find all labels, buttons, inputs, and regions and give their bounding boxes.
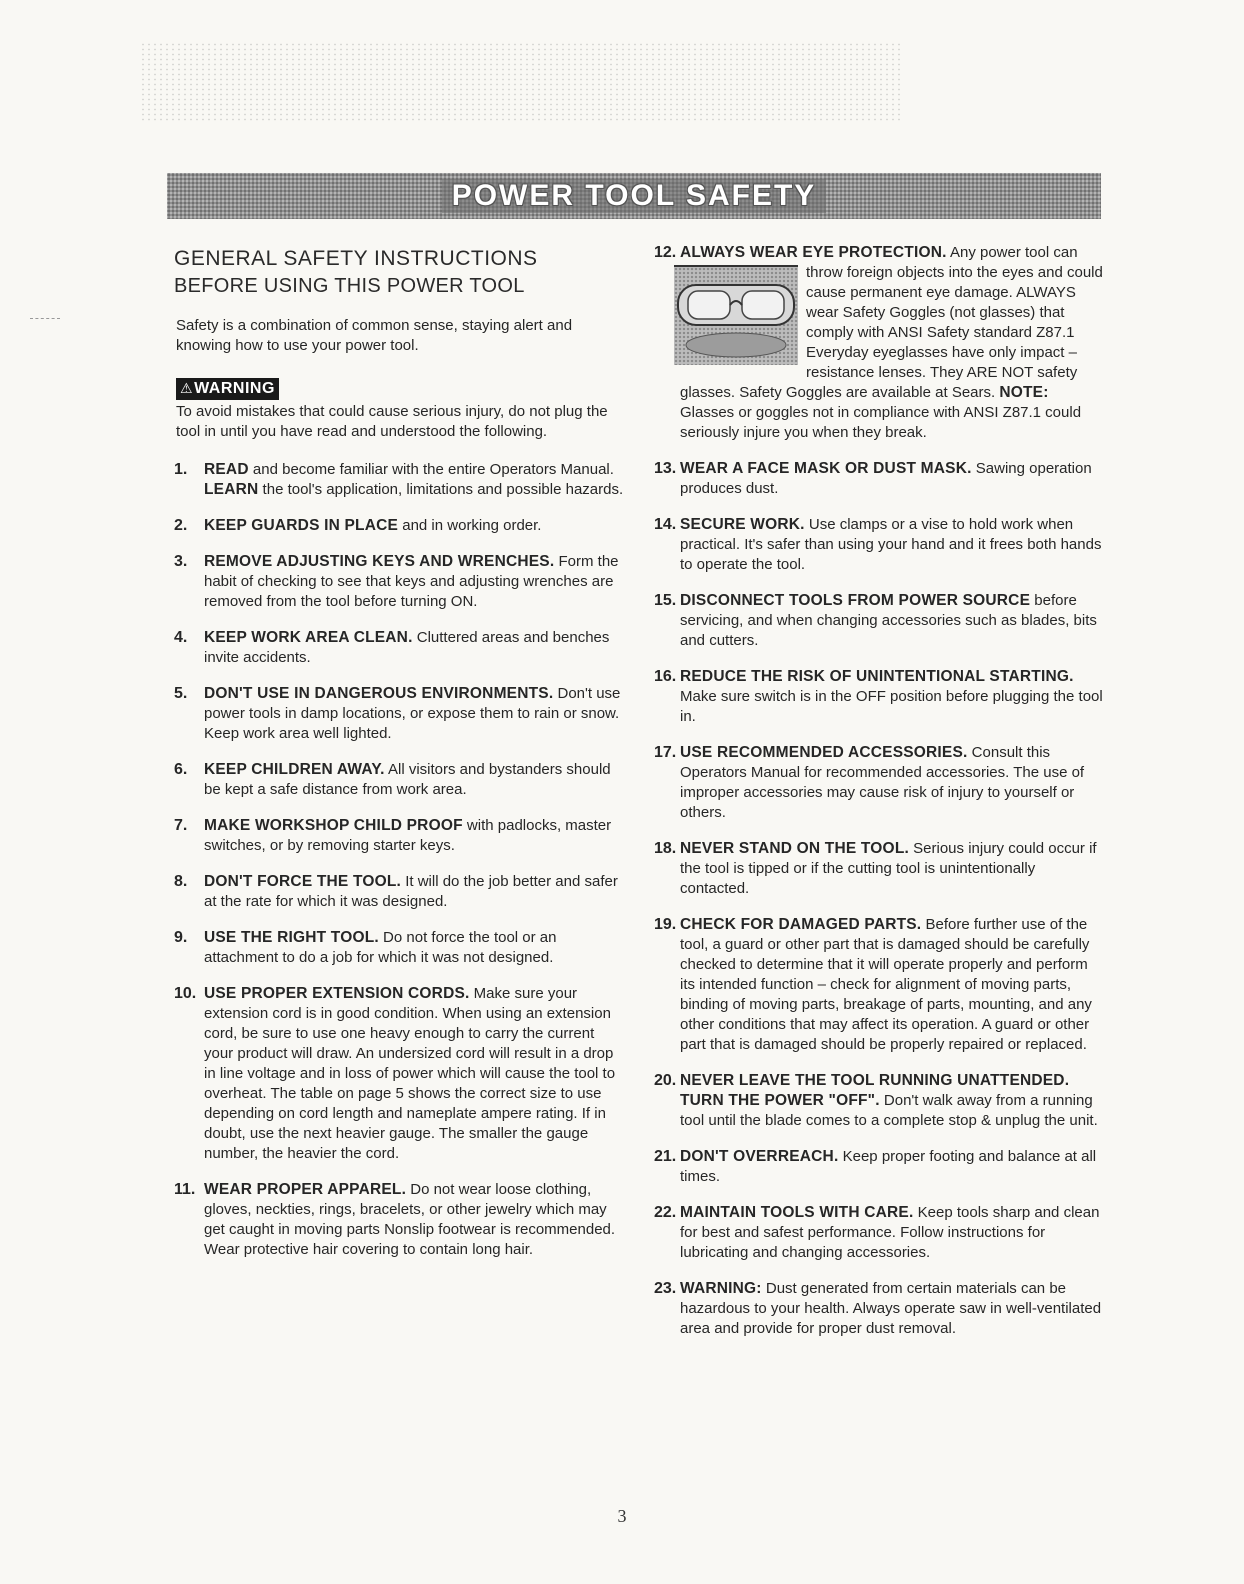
item-body: It will do the job better and safer at the rate for which it was designed. — [204, 873, 618, 910]
item-number: 1. — [174, 461, 188, 478]
list-item — [654, 459, 1104, 499]
item-title: KEEP GUARDS IN PLACE — [204, 517, 399, 534]
note-text: Glasses or goggles not in compliance with ANSI Z87.1 could seriously injure you when they break. — [680, 404, 1082, 441]
item-body-continued: could cause permanent eye damage. ALWAYS wear Safety Goggles (not glasses) that comply with ANSI Safety standard Z87.1 Everyday eyeglasses have only impact –resistance lenses. They ARE NOT safety glasses. Safety Goggles are available at Sears. — [680, 264, 1103, 401]
item-number: 13. — [654, 460, 677, 477]
item-body: Do not wear loose clothing, gloves, neckties, rings, bracelets, or other jewelry which may get caught in moving parts Nonslip footwear is recommended. Wear protective hair covering to contain long hair. — [204, 1181, 616, 1258]
warning-badge — [176, 378, 279, 400]
item-text — [680, 1071, 1104, 1131]
list-item — [174, 628, 624, 668]
item-title: USE PROPER EXTENSION CORDS. — [204, 985, 470, 1002]
item-title: SECURE WORK. — [680, 516, 805, 533]
item-body: and in working order. — [398, 517, 542, 534]
list-item — [174, 984, 624, 1164]
list-item — [654, 515, 1104, 575]
item-body: Keep tools sharp and clean for best and safest performance. Follow instructions for lubricating and changing accessories. — [680, 1204, 1100, 1261]
item-number: 5. — [174, 685, 188, 702]
item-number: 19. — [654, 916, 677, 933]
item-body: Any power tool can throw foreign objects into the eyes and — [806, 244, 1078, 281]
item-body: with padlocks, master switches, or by removing starter keys. — [204, 817, 612, 854]
warning-text: To avoid mistakes that could cause serious injury, do not plug the tool in until you have read and understood the following. — [176, 403, 608, 440]
list-item — [654, 839, 1104, 899]
item-text — [204, 872, 624, 912]
item-text — [680, 1147, 1104, 1187]
item-text — [680, 591, 1104, 651]
item-body: Before further use of the tool, a guard or other part that is damaged should be carefully checked to determine that it will operate properly and perform its intended function – check for alignment of moving parts, binding of moving parts, breakage of parts, mounting, and any other conditions that may affect its operation. A guard or other part that is damaged should be properly repaired or replaced. — [680, 916, 1092, 1053]
item-title: WARNING: — [680, 1280, 762, 1297]
list-item — [654, 1279, 1104, 1339]
section-banner — [167, 173, 1101, 219]
list-item — [174, 760, 624, 800]
scan-edge-mark — [30, 318, 60, 321]
item-title: DISCONNECT TOOLS FROM POWER SOURCE — [680, 592, 1031, 609]
item-number: 3. — [174, 553, 188, 570]
item-number: 7. — [174, 817, 188, 834]
item-text — [204, 984, 624, 1164]
item-number: 16. — [654, 668, 677, 685]
item-number: 10. — [174, 985, 197, 1002]
item-number: 12. — [654, 244, 677, 261]
item-text — [204, 816, 624, 856]
item-number: 21. — [654, 1148, 677, 1165]
right-column — [654, 243, 1104, 1355]
general-safety-heading: GENERAL SAFETY INSTRUCTIONS — [174, 247, 538, 270]
banner-title: POWER TOOL SAFETY — [442, 179, 827, 213]
item-number: 11. — [174, 1181, 196, 1198]
item-title: NEVER STAND ON THE TOOL. — [680, 840, 909, 857]
item-number: 20. — [654, 1072, 677, 1089]
item-title: MAKE WORKSHOP CHILD PROOF — [204, 817, 463, 834]
item-text — [204, 760, 624, 800]
list-item — [654, 1203, 1104, 1263]
item-text — [204, 684, 624, 744]
item-title: REDUCE THE RISK OF UNINTENTIONAL STARTING. — [680, 668, 1074, 685]
intro-paragraph: Safety is a combination of common sense, staying alert and knowing how to use your power tool. — [176, 317, 573, 354]
item-text — [680, 1279, 1104, 1339]
item-text — [204, 516, 624, 536]
item-title: LEARN — [204, 481, 259, 498]
item-text — [680, 243, 1104, 443]
item-body: Make sure switch is in the OFF position before plugging the tool in. — [680, 688, 1103, 725]
list-item — [174, 516, 624, 536]
item-body: Sawing operation produces dust. — [680, 460, 1092, 497]
right-instruction-list — [654, 459, 1104, 1339]
item-body: Consult this Operators Manual for recommended accessories. The use of improper accessories may cause risk of injury to yourself or others. — [680, 744, 1085, 821]
item-text — [680, 459, 1104, 499]
item-title: REMOVE ADJUSTING KEYS AND WRENCHES. — [204, 553, 555, 570]
warning-triangle-icon: ⚠ — [180, 380, 194, 396]
warning-label: WARNING — [194, 380, 275, 397]
item-body: Don't walk away from a running tool until the blade comes to a complete stop & unplug the unit. — [680, 1092, 1098, 1129]
item-text — [680, 743, 1104, 823]
item-body: All visitors and bystanders should be kept a safe distance from work area. — [204, 761, 611, 798]
item-number: 23. — [654, 1280, 677, 1297]
item-number: 15. — [654, 592, 677, 609]
item-body: Cluttered areas and benches invite accidents. — [204, 629, 610, 666]
item-title: DON'T OVERREACH. — [680, 1148, 839, 1165]
item-number: 2. — [174, 517, 188, 534]
item-text — [680, 839, 1104, 899]
item-body: Form the habit of checking to see that keys and adjusting wrenches are removed from the tool before turning ON. — [204, 553, 619, 610]
list-item — [654, 1147, 1104, 1187]
item-text — [204, 552, 624, 612]
left-instruction-list — [174, 460, 624, 1260]
item-text — [204, 460, 624, 500]
item-title: WEAR A FACE MASK OR DUST MASK. — [680, 460, 972, 477]
item-body: Keep proper footing and balance at all times. — [680, 1148, 1097, 1185]
item-body: Use clamps or a vise to hold work when practical. It's safer than using your hand and it frees both hands to operate the tool. — [680, 516, 1102, 573]
item-text — [680, 667, 1104, 727]
item-title: USE THE RIGHT TOOL. — [204, 929, 379, 946]
list-item — [174, 928, 624, 968]
item-body: Do not force the tool or an attachment to do a job for which it was not designed. — [204, 929, 557, 966]
safety-goggles-image — [674, 265, 798, 365]
item-body: Serious injury could occur if the tool is tipped or if the cutting tool is unintentionally contacted. — [680, 840, 1097, 897]
item-title: DON'T USE IN DANGEROUS ENVIRONMENTS. — [204, 685, 554, 702]
list-item — [654, 667, 1104, 727]
item-number: 6. — [174, 761, 188, 778]
item-text — [680, 915, 1104, 1055]
item-text — [204, 928, 624, 968]
item-title: USE RECOMMENDED ACCESSORIES. — [680, 744, 968, 761]
item-number: 14. — [654, 516, 677, 533]
list-item — [654, 591, 1104, 651]
list-item — [174, 684, 624, 744]
item-text — [204, 628, 624, 668]
item-body: Dust generated from certain materials can be hazardous to your health. Always operate saw in well-ventilated area and provide for proper dust removal. — [680, 1280, 1102, 1337]
item-title: MAINTAIN TOOLS WITH CARE. — [680, 1204, 914, 1221]
list-item — [174, 872, 624, 912]
note-label: NOTE: — [999, 384, 1049, 401]
before-using-heading: BEFORE USING THIS POWER TOOL — [174, 275, 525, 297]
item-text — [680, 515, 1104, 575]
item-text — [204, 1180, 624, 1260]
item-title: READ — [204, 461, 249, 478]
item-title: NEVER LEAVE THE TOOL RUNNING UNATTENDED. TURN THE POWER "OFF". — [680, 1072, 1070, 1109]
item-title: KEEP CHILDREN AWAY. — [204, 761, 385, 778]
item-body: Don't use power tools in damp locations, or expose them to rain or snow. Keep work area well lighted. — [204, 685, 621, 742]
list-item — [654, 1071, 1104, 1131]
item-title: DON'T FORCE THE TOOL. — [204, 873, 402, 890]
item-title: KEEP WORK AREA CLEAN. — [204, 629, 413, 646]
left-column — [174, 242, 624, 1276]
item-body: before servicing, and when changing accessories such as blades, bits and cutters. — [680, 592, 1097, 649]
item-number: 8. — [174, 873, 188, 890]
list-item — [174, 460, 624, 500]
item-number: 22. — [654, 1204, 677, 1221]
list-item — [174, 1180, 624, 1260]
item-number: 17. — [654, 744, 677, 761]
page-number: 3 — [617, 1506, 627, 1526]
list-item — [174, 816, 624, 856]
item-body: the tool's application, limitations and possible hazards. — [258, 481, 624, 498]
item-number: 4. — [174, 629, 188, 646]
item-number: 18. — [654, 840, 677, 857]
item-text — [680, 1203, 1104, 1263]
item-number: 9. — [174, 929, 188, 946]
scan-speckle — [140, 42, 900, 122]
item-body: and become familiar with the entire Operators Manual. — [248, 461, 614, 478]
list-item — [654, 743, 1104, 823]
item-title: ALWAYS WEAR EYE PROTECTION. — [680, 244, 947, 261]
item-title: CHECK FOR DAMAGED PARTS. — [680, 916, 922, 933]
item-title: WEAR PROPER APPAREL. — [204, 1181, 407, 1198]
list-item — [654, 243, 1104, 443]
list-item — [654, 915, 1104, 1055]
list-item — [174, 552, 624, 612]
item-body: Make sure your extension cord is in good condition. When using an extension cord, be sure to use one heavy enough to carry the current your product will draw. An undersized cord will result in a drop in line voltage and in loss of power which will cause the tool to overheat. The table on page 5 shows the correct size to use depending on cord length and nameplate ampere rating. If in doubt, use the next heavier gauge. The smaller the gauge number, the heavier the cord. — [204, 985, 616, 1162]
